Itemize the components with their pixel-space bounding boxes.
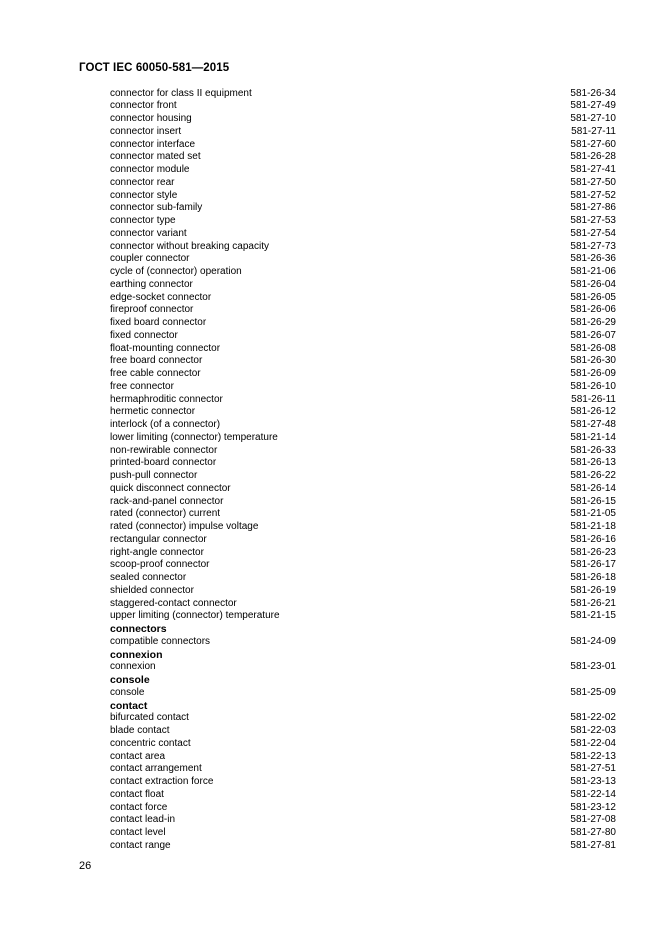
entry-code: 581-26-23: [570, 546, 616, 558]
entry-code: 581-26-15: [570, 495, 616, 507]
index-entry: [110, 394, 616, 407]
entry-term: rectangular connector: [110, 533, 207, 545]
entry-term: connector for class II equipment: [110, 87, 252, 99]
entry-term: contact level: [110, 827, 166, 838]
entry-term: connector variant: [110, 227, 187, 239]
index-entry: [110, 508, 616, 521]
index-entry: [110, 610, 616, 623]
entry-code: 581-27-51: [570, 763, 616, 775]
index-entry: [110, 547, 616, 560]
entry-code: 581-24-09: [570, 635, 616, 647]
index-entry: [110, 840, 616, 853]
index-entry: [110, 126, 616, 139]
entry-term: hermaphroditic connector: [110, 393, 223, 405]
index-entry: [110, 215, 616, 228]
entry-code: 581-26-30: [570, 355, 616, 367]
entry-code: 581-21-15: [570, 610, 616, 622]
entry-code: 581-26-11: [571, 393, 616, 405]
entry-term: contact force: [110, 801, 168, 813]
entry-term: rated (connector) current: [110, 508, 221, 520]
entry-term: shielded connector: [110, 584, 194, 596]
entry-term: connector without breaking capacity: [110, 240, 269, 252]
index-entry: [110, 751, 616, 764]
entry-code: 581-26-28: [570, 151, 616, 163]
entry-term: fixed board connector: [110, 317, 207, 328]
index-entry-list: [110, 88, 616, 853]
index-entry: [110, 330, 616, 343]
entry-term: concentric contact: [110, 737, 191, 749]
entry-term: connector style: [110, 189, 178, 201]
index-entry: [110, 432, 616, 445]
entry-code: 581-26-36: [570, 253, 616, 265]
index-entry: [110, 776, 616, 789]
entry-code: 581-27-60: [570, 138, 616, 150]
entry-term: edge-socket connector: [110, 291, 212, 303]
index-entry: [110, 100, 616, 113]
entry-term: connector module: [110, 164, 190, 175]
index-entry: [110, 585, 616, 598]
entry-code: 581-26-05: [570, 291, 616, 303]
index-entry: [110, 687, 616, 700]
entry-code: 581-27-48: [570, 419, 616, 430]
entry-term: connector insert: [110, 125, 182, 137]
entry-code: 581-27-81: [570, 839, 616, 851]
entry-term: scoop-proof connector: [110, 559, 210, 571]
entry-term: rated (connector) impulse voltage: [110, 521, 259, 532]
entry-term: contact float: [110, 788, 164, 800]
index-entry: [110, 304, 616, 317]
entry-code: 581-22-14: [570, 788, 616, 800]
index-entry: [110, 725, 616, 738]
index-entry: [110, 470, 616, 483]
entry-term: upper limiting (connector) temperature: [110, 610, 280, 622]
index-entry: [110, 241, 616, 254]
index-entry: [110, 228, 616, 241]
index-entry: [110, 636, 616, 649]
entry-code: 581-21-18: [570, 521, 616, 532]
entry-code: 581-21-06: [570, 266, 616, 277]
entry-term: contact arrangement: [110, 763, 202, 775]
entry-term: connector mated set: [110, 151, 201, 163]
entry-term: contact range: [110, 839, 171, 851]
entry-term: quick disconnect connector: [110, 482, 231, 494]
index-entry: [110, 483, 616, 496]
index-entry: [110, 190, 616, 203]
index-group-heading: [110, 649, 616, 662]
entry-term: rack-and-panel connector: [110, 495, 224, 507]
entry-code: 581-26-19: [570, 584, 616, 596]
entry-term: connector interface: [110, 138, 196, 150]
entry-term: sealed connector: [110, 572, 187, 583]
entry-term: connector rear: [110, 176, 175, 188]
entry-term: free board connector: [110, 355, 203, 367]
entry-code: 581-27-52: [570, 189, 616, 201]
entry-term: console: [110, 674, 150, 686]
index-entry: [110, 343, 616, 356]
index-entry: [110, 572, 616, 585]
page-header: ГОСТ IEC 60050-581—2015: [79, 62, 230, 74]
entry-term: compatible connectors: [110, 635, 211, 647]
index-entry: [110, 789, 616, 802]
entry-term: bifurcated contact: [110, 712, 189, 724]
entry-term: push-pull connector: [110, 470, 198, 481]
entry-term: connectors: [110, 623, 167, 635]
entry-term: connector front: [110, 100, 177, 112]
entry-term: staggered-contact connector: [110, 597, 237, 609]
index-entry: [110, 534, 616, 547]
entry-code: 581-27-08: [570, 814, 616, 826]
entry-code: 581-26-16: [570, 533, 616, 545]
index-entry: [110, 381, 616, 394]
entry-code: 581-26-06: [570, 304, 616, 316]
entry-term: connector housing: [110, 113, 192, 124]
entry-code: 581-21-05: [570, 508, 616, 520]
index-entry: [110, 164, 616, 177]
entry-code: 581-26-07: [570, 329, 616, 341]
entry-code: 581-26-21: [570, 597, 616, 609]
index-entry: [110, 763, 616, 776]
index-entry: [110, 827, 616, 840]
entry-term: contact area: [110, 750, 166, 762]
index-group-heading: [110, 700, 616, 713]
entry-term: non-rewirable connector: [110, 444, 218, 456]
entry-code: 581-23-13: [570, 776, 616, 787]
index-entry: [110, 113, 616, 126]
index-entry: [110, 177, 616, 190]
entry-code: 581-26-13: [570, 457, 616, 469]
index-entry: [110, 292, 616, 305]
index-entry: [110, 88, 616, 101]
page-number: 26: [79, 860, 92, 872]
entry-term: free cable connector: [110, 368, 201, 379]
entry-term: lower limiting (connector) temperature: [110, 431, 278, 443]
entry-code: 581-23-01: [570, 661, 616, 673]
entry-term: fireproof connector: [110, 304, 194, 316]
index-entry: [110, 139, 616, 152]
entry-term: console: [110, 686, 145, 698]
entry-code: 581-22-03: [570, 725, 616, 736]
entry-term: float-mounting connector: [110, 342, 221, 354]
entry-term: coupler connector: [110, 253, 190, 265]
entry-code: 581-27-80: [570, 827, 616, 838]
entry-term: earthing connector: [110, 278, 193, 290]
entry-term: right-angle connector: [110, 546, 204, 558]
entry-code: 581-27-50: [570, 176, 616, 188]
index-entry: [110, 496, 616, 509]
index-group-heading: [110, 674, 616, 687]
entry-code: 581-27-11: [571, 125, 616, 137]
entry-term: connexion: [110, 661, 156, 673]
index-entry: [110, 253, 616, 266]
index-entry: [110, 355, 616, 368]
entry-term: hermetic connector: [110, 406, 196, 418]
index-entry: [110, 266, 616, 279]
index-entry: [110, 457, 616, 470]
index-entry: [110, 559, 616, 572]
entry-code: 581-26-17: [570, 559, 616, 571]
index-entry: [110, 712, 616, 725]
index-entry: [110, 521, 616, 534]
entry-code: 581-26-14: [570, 482, 616, 494]
entry-code: 581-26-33: [570, 444, 616, 456]
entry-code: 581-27-41: [570, 164, 616, 175]
entry-code: 581-25-09: [570, 686, 616, 698]
entry-code: 581-26-09: [570, 368, 616, 379]
index-entry: [110, 802, 616, 815]
entry-code: 581-27-73: [570, 240, 616, 252]
entry-term: fixed connector: [110, 329, 178, 341]
index-group-heading: [110, 623, 616, 636]
index-entry: [110, 814, 616, 827]
entry-term: interlock (of a connector): [110, 419, 221, 430]
entry-code: 581-26-34: [570, 87, 616, 99]
entry-code: 581-27-54: [570, 227, 616, 239]
index-entry: [110, 661, 616, 674]
entry-term: contact: [110, 699, 148, 712]
entry-term: cycle of (connector) operation: [110, 266, 242, 277]
index-entry: [110, 317, 616, 330]
entry-code: 581-26-04: [570, 278, 616, 290]
entry-term: contact extraction force: [110, 776, 214, 787]
entry-code: 581-26-08: [570, 342, 616, 354]
entry-term: contact lead-in: [110, 814, 176, 826]
index-entry: [110, 598, 616, 611]
entry-code: 581-27-49: [570, 100, 616, 112]
entry-code: 581-22-04: [570, 737, 616, 749]
entry-code: 581-23-12: [570, 801, 616, 813]
entry-code: 581-26-29: [570, 317, 616, 328]
index-entry: [110, 445, 616, 458]
index-entry: [110, 419, 616, 432]
entry-code: 581-26-10: [570, 380, 616, 392]
index-entry: [110, 738, 616, 751]
entry-code: 581-27-86: [570, 202, 616, 214]
entry-term: connexion: [110, 648, 163, 661]
index-entry: [110, 368, 616, 381]
entry-code: 581-22-13: [570, 750, 616, 762]
entry-term: printed-board connector: [110, 457, 217, 469]
entry-term: blade contact: [110, 725, 170, 736]
entry-term: connector sub-family: [110, 202, 203, 214]
entry-code: 581-22-02: [570, 712, 616, 724]
entry-term: free connector: [110, 380, 174, 392]
entry-code: 581-27-10: [570, 113, 616, 124]
entry-code: 581-21-14: [570, 431, 616, 443]
index-entry: [110, 151, 616, 164]
index-entry: [110, 279, 616, 292]
entry-code: 581-27-53: [570, 215, 616, 226]
entry-code: 581-26-18: [570, 572, 616, 583]
entry-code: 581-26-22: [570, 470, 616, 481]
index-entry: [110, 202, 616, 215]
entry-code: 581-26-12: [570, 406, 616, 418]
entry-term: connector type: [110, 215, 176, 226]
index-entry: [110, 406, 616, 419]
